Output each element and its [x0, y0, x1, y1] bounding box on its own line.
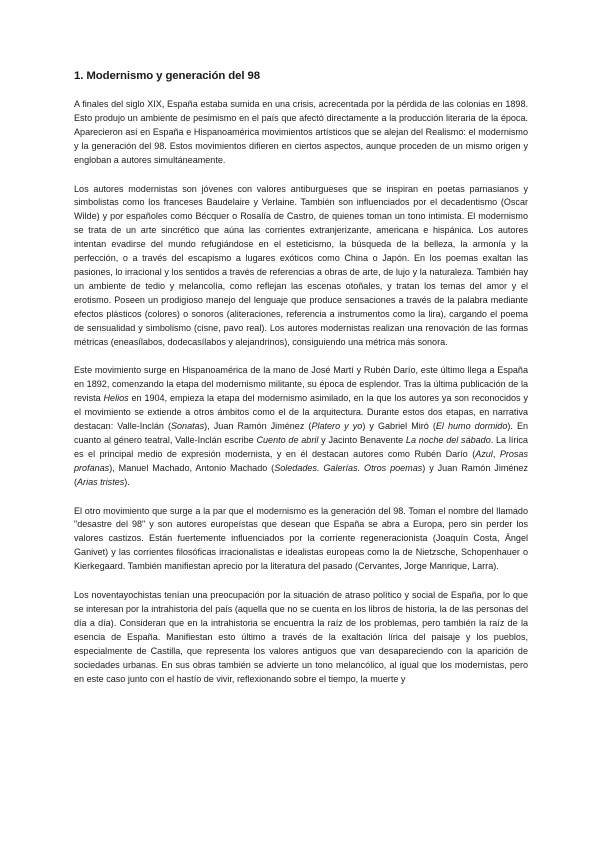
work-title: Prosas profanas [74, 448, 528, 473]
section-heading: 1. Modernismo y generación del 98 [74, 70, 260, 82]
paragraph-text: A finales del siglo XIX, España estaba sumida en una crisis, acrecentada por la pérdida de las colonias en 1898. Esto produjo un ambiente de pesimismo en el país que afectó directamente a la producción literaria de la época. Aparecieron así en España e Hispanoamérica movimientos artísticos que se alejan del Realismo: el modernismo y la generación del 98. Estos movimientos difieren en ciertos aspectos, aunque proceden de un mismo origen y engloban a autores simultáneamente. [74, 99, 528, 165]
work-title: Sonatas [170, 421, 205, 432]
paragraph-text: , [492, 448, 500, 459]
paragraph-intro [74, 98, 528, 168]
paragraph-modernist-authors [74, 183, 528, 350]
work-title: Platero y yo [311, 421, 363, 432]
work-title: El humo dormido [435, 421, 508, 432]
paragraph-text: El otro movimiento que surge a la par que el modernismo es la generación del 98. Toman el nombre del llamado "desastre del 98" y son autores europeístas que desean que España se abra a Europa, pero sin perder los valores castizos. Están fuertemente influenciados por la corriente regeneracionista (Joaquín Costa, Ángel Ganivet) y las corrientes filosóficas irracionalistas e idealistas europeas como la de Nietzsche, Schopenhauer o Kierkegaard. También manifiestan aprecio por la literatura del pasado (Cervantes, Jorge Manrique, Larra). [74, 505, 528, 572]
work-title: Cuento de abril [256, 434, 319, 445]
paragraph-text: ), Juan Ramón Jiménez ( [204, 421, 312, 432]
paragraph-generation-98 [74, 505, 528, 575]
paragraph-text: ). [124, 476, 130, 487]
paragraph-text: Los autores modernistas son jóvenes con valores antiburgueses que se inspiran en poetas parnasianos y simbolistas como los franceses Baudelaire y Verlaine. También son influenciados por el decadentismo (Oscar Wilde) y por españoles como Bécquer o Rosalía de Castro, de quienes toman un tono intimista. El modernismo se trata de un arte sincrético que aúna las corrientes extranjerizante, americana e hispánica. Los autores intentan evadirse del mundo refugiándose en el esteticismo, la búsqueda de la belleza, la armonía y la perfección, o a través del escapismo a lugares exóticos como China o Japón. En los poemas exaltan las pasiones, lo irracional y los sentidos a través de referencias a obras de arte, de lujo y la naturaleza. También hay un ambiente de tedio y melancolía, como reflejan las escenas otoñales, y tratan los temas del amor y el erotismo. Poseen un prodigioso manejo del lenguaje que produce sensaciones a través de la palabra mediante efectos plásticos (colores) o sonoros (aliteraciones, referencia a instrumentos como la lira), cargando el poema de sensualidad y simbolismo (cisne, pavo real). Los autores modernistas realizan una renovación de las formas métricas (eneasílabos, dodecasílabos y alejandrinos), consiguiendo una métrica más sonora. [74, 183, 528, 347]
work-title: Soledades. Galerías. Otros poemas [274, 462, 423, 473]
paragraph-text: . La lírica es el principal medio de expresión modernista, y en él destacan autores como Rubén Darío ( [74, 434, 528, 459]
work-title: Helios [103, 393, 129, 404]
paragraph-text: ) y Juan Ramón Jiménez ( [74, 462, 528, 487]
paragraph-text: ). En cuanto al género teatral, Valle-Inclán escribe [74, 421, 529, 445]
paragraph-modernism-origins [74, 364, 528, 489]
paragraph-text: y Jacinto Benavente [318, 434, 406, 445]
paragraph-noventayochistas [74, 589, 528, 686]
paragraph-text: ), Manuel Machado, Antonio Machado ( [109, 462, 275, 473]
document-body [74, 70, 528, 701]
paragraph-text: ) y Gabriel Miró ( [362, 421, 436, 432]
work-title: Azul [475, 448, 493, 459]
paragraph-text: en 1904, empieza la etapa del modernismo asimilado, en la que los autores ya son reconocidos y el movimiento se extiende a otros ámbitos como el de la arquitectura. Durante estos dos etapas, en narrativa destacan: Valle-Inclán ( [74, 393, 528, 432]
paragraph-text: Este movimiento surge en Hispanoamérica de la mano de José Martí y Rubén Darío, este último llega a España en 1892, comenzando la etapa del modernismo militante, su época de esplendor. Tras la última publicación de la revista [74, 365, 528, 404]
work-title: La noche del sábado [405, 434, 491, 445]
work-title: Arias tristes [77, 476, 125, 487]
paragraph-text: Los noventayochistas tenían una preocupación por la situación de atraso político y social de España, por lo que se interesan por la intrahistoria del país (aquella que no se cuenta en los libros de historia, la de las personas del día a día). Consideran que en la intrahistoria se encuentra la raíz de los problemas, pero también la raíz de la esencia de España. Manifiestan esto último a través de la exaltación lírica del paisaje y los pueblos, especialmente de Castilla, que representa los valores antiguos que van desapareciendo con la aparición de sociedades urbanas. En sus obras también se advierte un tono melancólico, al igual que los modernistas, pero en este caso junto con el hastío de vivir, reflexionando sobre el tiempo, la muerte y [74, 590, 528, 684]
